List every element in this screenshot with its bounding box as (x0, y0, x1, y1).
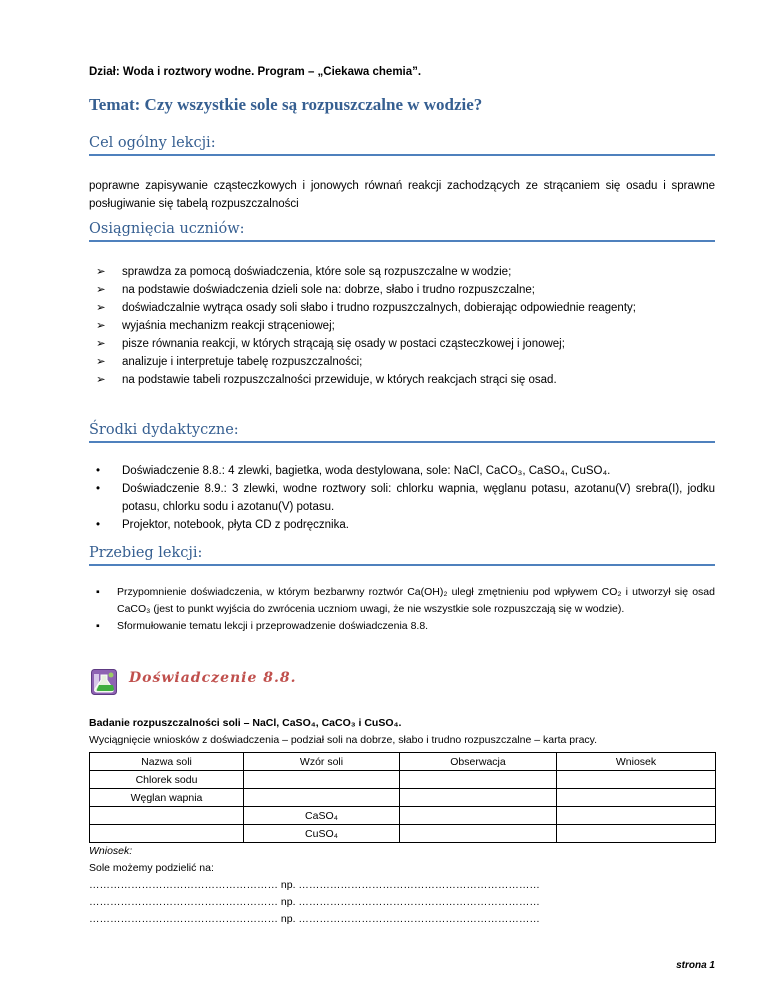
list-item: ➢ na podstawie tabeli rozpuszczalności przewiduje, w których reakcjach strąci się osad. (89, 371, 715, 389)
table-cell: Chlorek sodu (90, 771, 244, 789)
conclusion-label: Wniosek: (89, 845, 133, 857)
square-bullet-icon: ▪ (96, 620, 100, 632)
list-item: ➢ na podstawie doświadczenia dzieli sole na: dobrze, słabo i trudno rozpuszczalne; (89, 281, 715, 299)
table-cell (90, 825, 244, 843)
dot-bullet-icon: • (96, 519, 101, 531)
table-cell (244, 789, 400, 807)
resources-heading: Środki dydaktyczne: (89, 422, 715, 443)
table-cell (557, 771, 716, 789)
arrow-bullet-icon: ➢ (96, 338, 106, 350)
answer-line: ……………………………………………… np. …………………………………………………………… (89, 913, 540, 925)
list-item: ➢ sprawdza za pomocą doświadczenia, które sole są rozpuszczalne w wodzie; (89, 263, 715, 281)
dot-bullet-icon: • (96, 483, 101, 495)
course-list (89, 584, 715, 635)
answer-line: ……………………………………………… np. …………………………………………………………… (89, 896, 540, 908)
arrow-bullet-icon: ➢ (96, 320, 106, 332)
achievements-heading: Osiągnięcia uczniów: (89, 221, 715, 242)
list-item: ➢ pisze równania reakcji, w których strącają się osady w postaci cząsteczkowej i jonowej; (89, 335, 715, 353)
table-cell: Węglan wapnia (90, 789, 244, 807)
column-header: Wniosek (557, 753, 716, 771)
table-cell (90, 807, 244, 825)
table-cell (400, 771, 557, 789)
experiment-title: Doświadczenie 8.8. (129, 670, 297, 686)
list-item: ➢ doświadczalnie wytrąca osady soli słabo i trudno rozpuszczalnych, dobierając odpowiednie reagenty; (89, 299, 715, 317)
answer-line: ……………………………………………… np. …………………………………………………………… (89, 879, 540, 891)
table-cell (400, 807, 557, 825)
resources-list (89, 462, 715, 534)
arrow-bullet-icon: ➢ (96, 356, 106, 368)
list-item: ▪ Sformułowanie tematu lekcji i przeprowadzenie doświadczenia 8.8. (89, 618, 715, 635)
square-bullet-icon: ▪ (96, 586, 100, 598)
conclusion-text: Sole możemy podzielić na: (89, 862, 214, 874)
table-cell (557, 825, 716, 843)
column-header: Nazwa soli (90, 753, 244, 771)
table-cell (557, 789, 716, 807)
course-heading: Przebieg lekcji: (89, 545, 715, 566)
subject-line: Dział: Woda i roztwory wodne. Program – „Ciekawa chemia”. (89, 66, 422, 78)
goal-text: poprawne zapisywanie cząsteczkowych i jonowych równań reakcji zachodzących ze strącaniem się osadu i sprawne posługiwanie się tabelą rozpuszczalności (89, 180, 715, 210)
achievements-list (89, 263, 715, 389)
experiment-description: Wyciągnięcie wniosków z doświadczenia – podział soli na dobrze, słabo i trudno rozpuszczalne – karta pracy. (89, 734, 598, 746)
column-header: Obserwacja (400, 753, 557, 771)
table-cell (557, 807, 716, 825)
list-item: • Projektor, notebook, płyta CD z podręcznika. (89, 516, 715, 534)
table-row (90, 789, 716, 807)
arrow-bullet-icon: ➢ (96, 266, 106, 278)
table-cell (400, 789, 557, 807)
lesson-topic: Temat: Czy wszystkie sole są rozpuszczalne w wodzie? (89, 95, 483, 114)
table-row (90, 825, 716, 843)
table-header-row (90, 753, 716, 771)
arrow-bullet-icon: ➢ (96, 302, 106, 314)
list-item: • Doświadczenie 8.8.: 4 zlewki, bagietka, woda destylowana, sole: NaCl, CaCO₃, CaSO₄, CuSO₄. (89, 462, 715, 480)
goal-heading: Cel ogólny lekcji: (89, 135, 715, 156)
table-cell: CuSO₄ (244, 825, 400, 843)
table-cell (244, 771, 400, 789)
lab-experiment-icon (91, 669, 117, 695)
page-number: strona 1 (676, 960, 715, 971)
list-item: ➢ analizuje i interpretuje tabelę rozpuszczalności; (89, 353, 715, 371)
table-row (90, 807, 716, 825)
table-cell (400, 825, 557, 843)
table-row (90, 771, 716, 789)
list-item: ➢ wyjaśnia mechanizm reakcji strąceniowej; (89, 317, 715, 335)
dot-bullet-icon: • (96, 465, 101, 477)
experiment-subtitle: Badanie rozpuszczalności soli – NaCl, CaSO₄, CaCO₃ i CuSO₄. (89, 717, 402, 729)
worksheet-table (89, 752, 716, 843)
list-item: • Doświadczenie 8.9.: 3 zlewki, wodne roztwory soli: chlorku wapnia, węglanu potasu, azotanu(V) srebra(I), jodku potasu, chlorku sodu i azotanu(V) potasu. (89, 480, 715, 516)
column-header: Wzór soli (244, 753, 400, 771)
list-item: ▪ Przypomnienie doświadczenia, w którym bezbarwny roztwór Ca(OH)₂ uległ zmętnieniu pod wpływem CO₂ i utworzył się osad CaCO₃ (jest to punkt wyjścia do zwrócenia uczniom uwagi, że nie wszystkie sole rozpuszczają się w wodzie). (96, 586, 715, 615)
arrow-bullet-icon: ➢ (96, 284, 106, 296)
table-cell: CaSO₄ (244, 807, 400, 825)
arrow-bullet-icon: ➢ (96, 374, 106, 386)
